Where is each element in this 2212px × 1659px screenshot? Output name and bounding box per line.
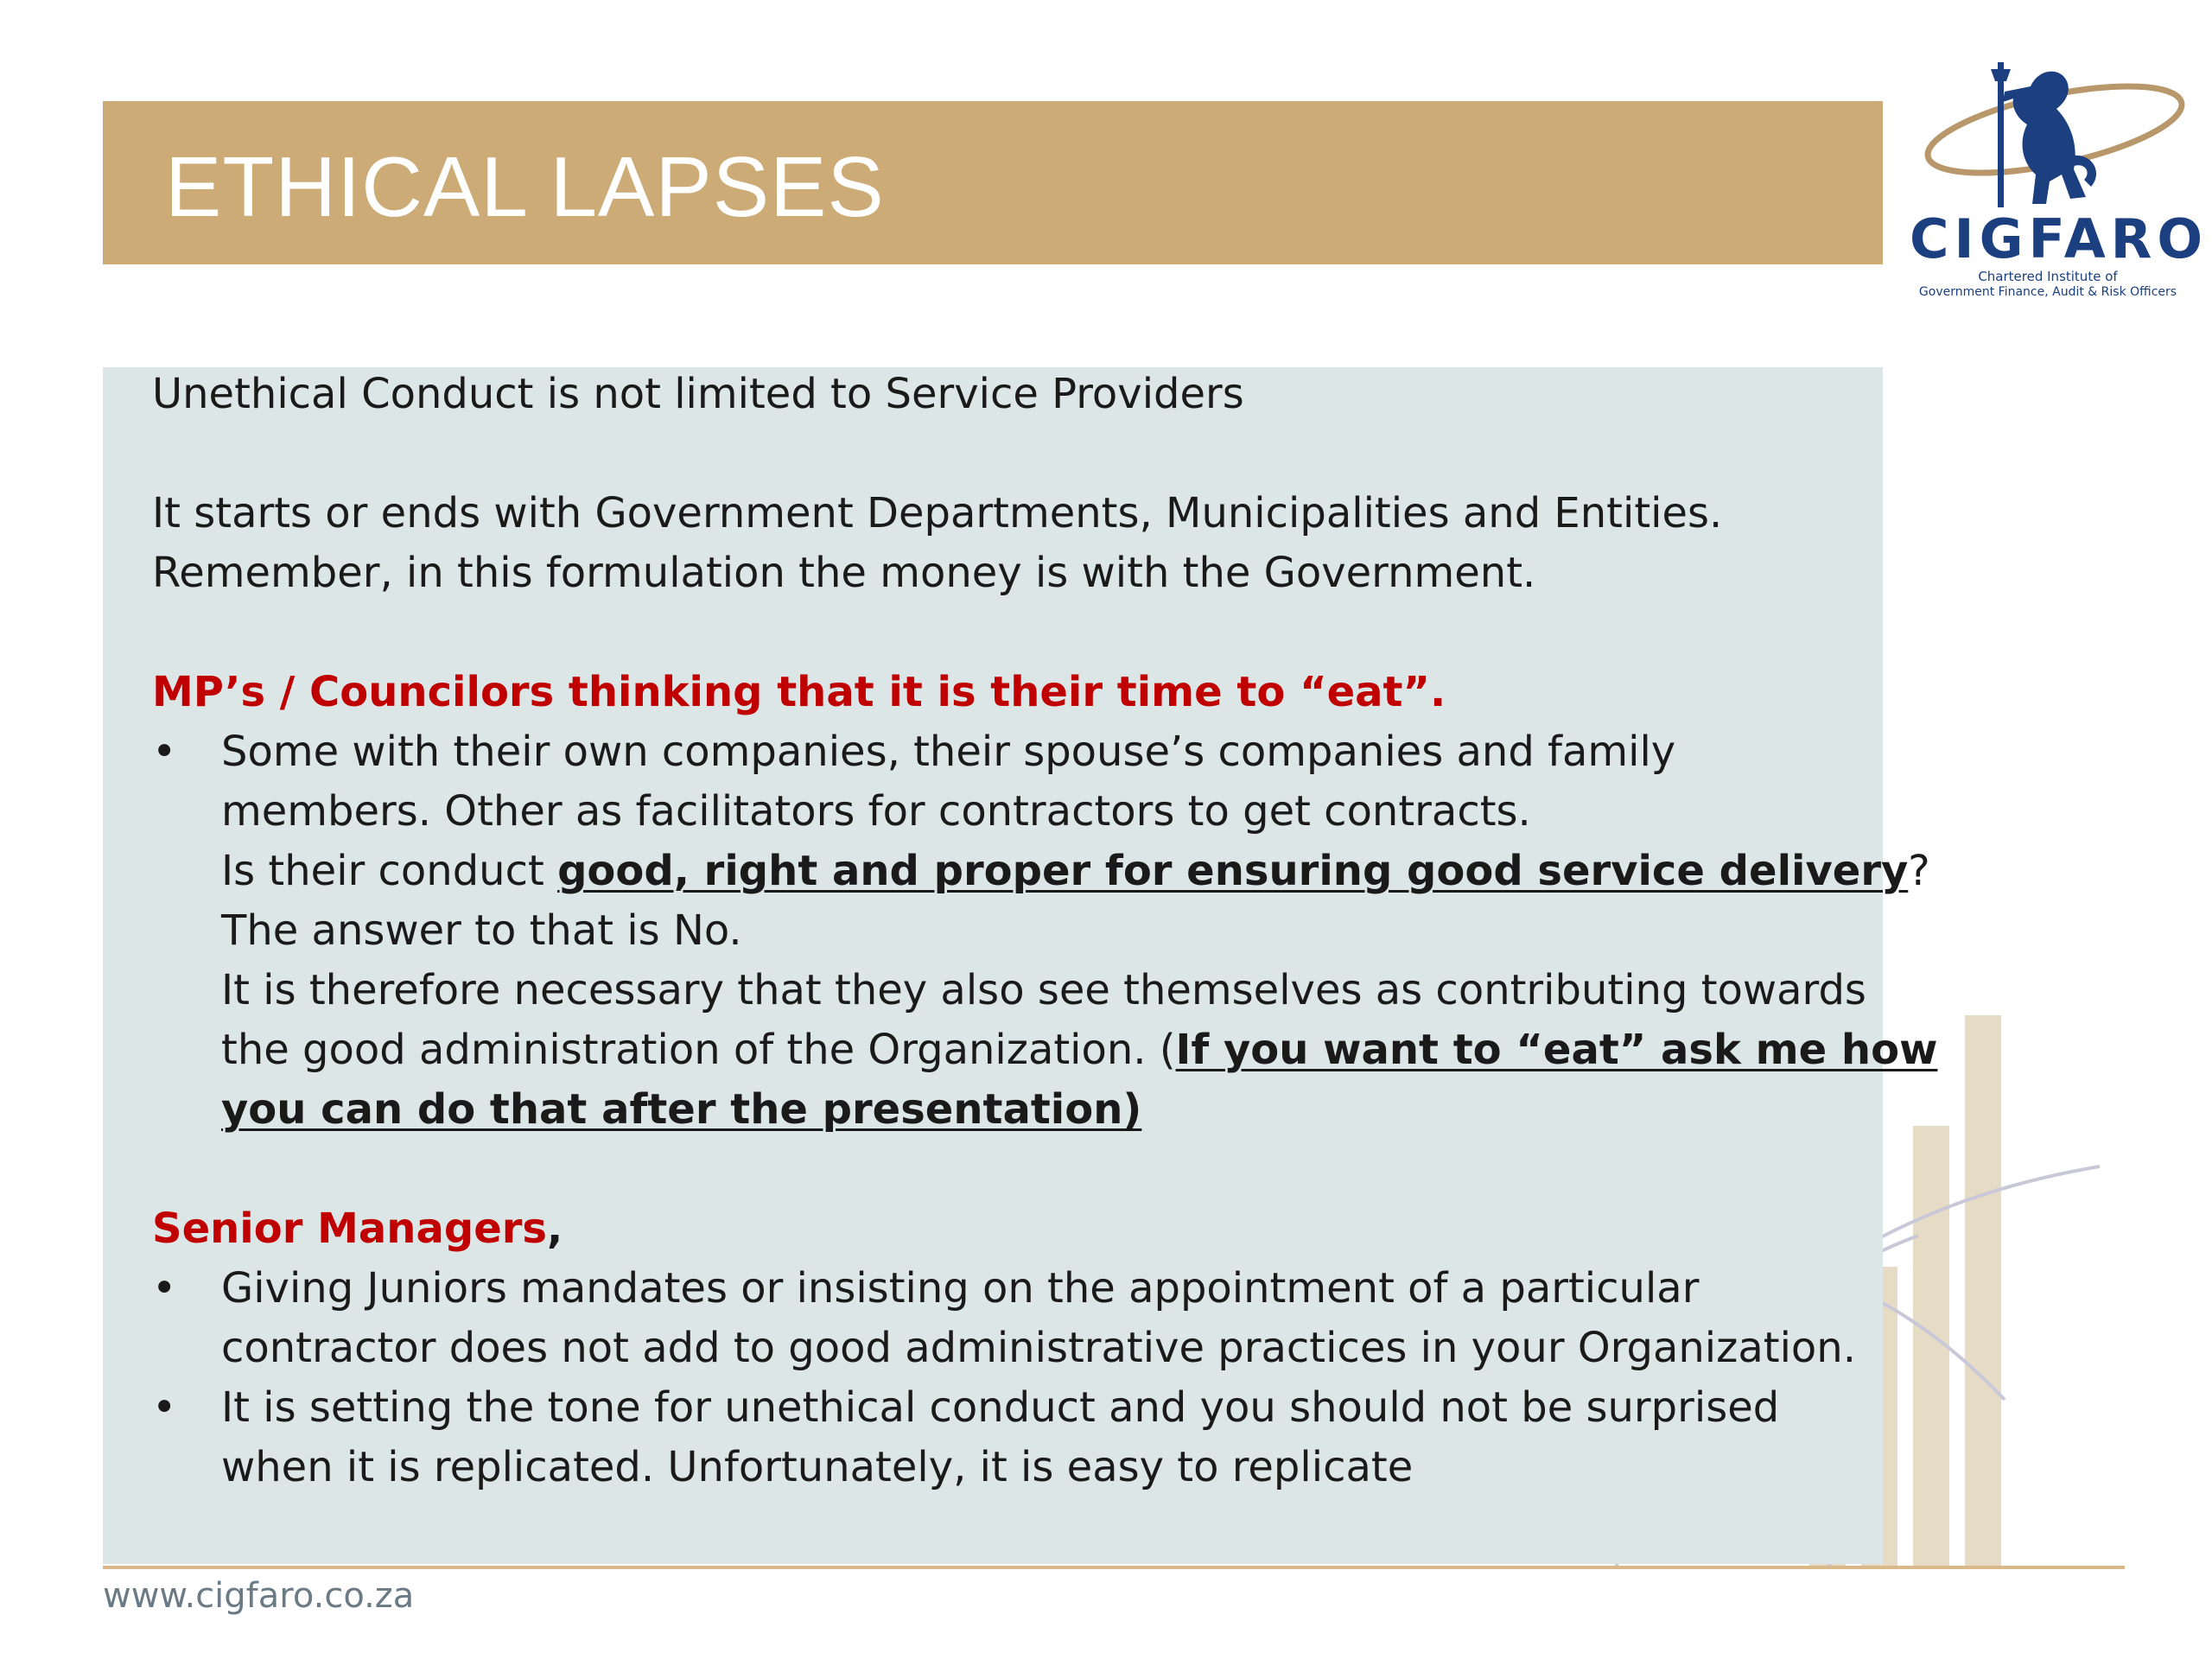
list-item: [152, 1259, 1897, 1319]
sm-bullet2-line1: It is setting the tone for unethical conduct and you should not be surprised: [221, 1383, 1780, 1432]
government-text-line2: Remember, in this formulation the money is with the Government.: [152, 549, 1536, 597]
slide-body: [152, 365, 1938, 1497]
mp-bullet-line2: members. Other as facilitators for contractors to get contracts.: [221, 787, 1531, 836]
title-bar: [103, 101, 1883, 264]
sm-bullet2-line2: when it is replicated. Unfortunately, it is easy to replicate: [221, 1443, 1414, 1491]
senior-managers-comma: ,: [546, 1205, 563, 1253]
mp-eat-emphasis: If you want to “eat” ask me how: [1175, 1026, 1938, 1074]
government-text-line1: It starts or ends with Government Departments, Municipalities and Entities.: [152, 489, 1723, 537]
logo-wordmark: CIGFARO: [1910, 207, 2209, 270]
mp-question-suffix: ?: [1908, 847, 1930, 895]
sm-bullet1-line1: Giving Juniors mandates or insisting on the appointment of a particular: [221, 1264, 1700, 1313]
list-item: [152, 1378, 1897, 1438]
footer-website-link[interactable]: www.cigfaro.co.za: [103, 1576, 415, 1616]
bullet-marker: •: [152, 1383, 177, 1432]
slide-title: ETHICAL LAPSES: [165, 139, 885, 234]
footer-divider: [103, 1566, 2125, 1569]
mp-admin-prefix: the good administration of the Organization. (: [221, 1026, 1176, 1074]
mp-bullet-line1: Some with their own companies, their spouse’s companies and family: [221, 728, 1676, 776]
list-item: [152, 722, 1897, 782]
senior-managers-label: Senior Managers: [152, 1205, 547, 1253]
mp-bullet-line4: The answer to that is No.: [221, 906, 742, 955]
sm-bullet1-line2: contractor does not add to good administrative practices in your Organization.: [221, 1324, 1856, 1372]
logo-subtitle-line1: Chartered Institute of: [1978, 269, 2118, 284]
mp-question-prefix: Is their conduct: [221, 847, 558, 895]
mp-bullet-line6: [152, 1020, 1938, 1080]
bullet-marker: •: [152, 1264, 177, 1313]
mp-eat-emphasis-cont: you can do that after the presentation): [221, 1085, 1142, 1134]
mp-question-emphasis: good, right and proper for ensuring good service delivery: [557, 847, 1909, 895]
intro-text: Unethical Conduct is not limited to Service Providers: [152, 370, 1244, 418]
mp-bullet-line5: It is therefore necessary that they also see themselves as contributing towards: [221, 966, 1866, 1014]
mp-bullet-line7: [152, 1080, 1897, 1140]
bullet-marker: •: [152, 728, 177, 776]
senior-managers-heading: [152, 1199, 1897, 1259]
logo-subtitle-line2: Government Finance, Audit & Risk Officers: [1918, 285, 2177, 299]
mp-bullet-line3: [152, 842, 1930, 901]
mp-heading: MP’s / Councilors thinking that it is their time to “eat”.: [152, 668, 1446, 716]
